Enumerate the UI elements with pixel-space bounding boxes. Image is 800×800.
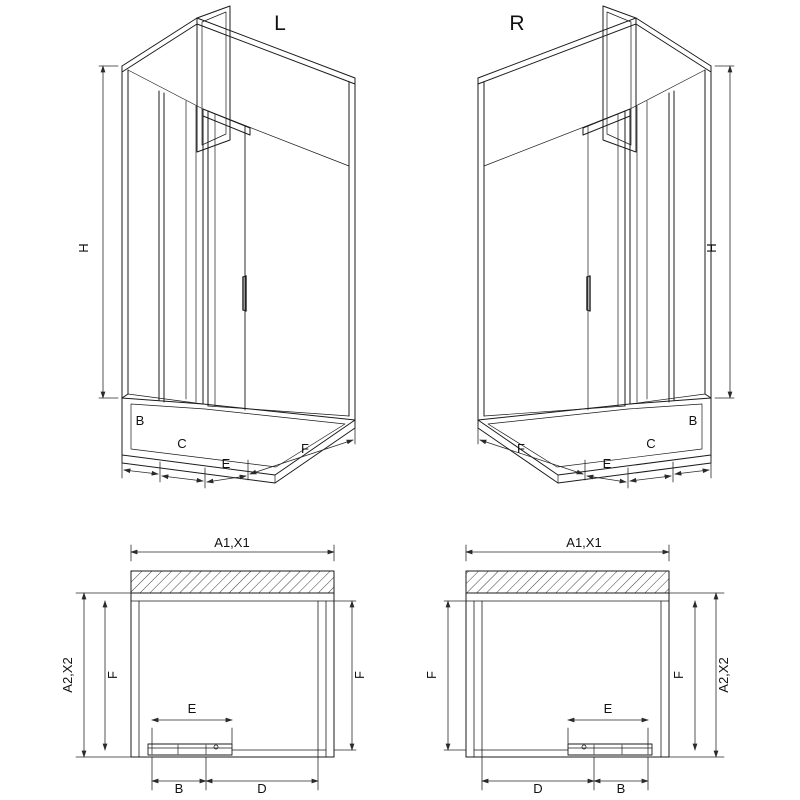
plan-right-top-label: A1,X1	[566, 535, 602, 550]
title-left: L	[274, 12, 286, 35]
iso-left-view	[122, 6, 355, 483]
iso-right-label-c: C	[646, 436, 656, 451]
iso-right-view	[478, 6, 711, 483]
plan-right-label-f-right: F	[671, 671, 686, 679]
plan-left-top-label: A1,X1	[214, 535, 250, 550]
plan-left-label-d: D	[257, 781, 267, 796]
iso-left-label-c: C	[177, 436, 187, 451]
plan-left-label-f-right: F	[352, 671, 367, 679]
plan-left-label-e: E	[187, 701, 197, 716]
iso-right-label-e: E	[602, 456, 612, 471]
iso-left-label-e: E	[221, 456, 231, 471]
title-right: R	[509, 12, 525, 35]
plan-right-label-e: E	[603, 701, 613, 716]
iso-right-height-label: H	[704, 243, 719, 253]
plan-right-label-b: B	[616, 781, 626, 796]
plan-right-label-f-left: F	[424, 671, 439, 679]
plan-right-side-label: A2,X2	[716, 657, 731, 693]
plan-right-view	[466, 571, 669, 757]
plan-left-side-label: A2,X2	[60, 657, 75, 693]
iso-left-label-b: B	[135, 413, 145, 428]
iso-right-label-b: B	[688, 413, 698, 428]
iso-left-label-f: F	[301, 441, 309, 456]
plan-left-label-f-left: F	[105, 671, 120, 679]
iso-right-label-f: F	[517, 441, 525, 456]
plan-left-label-b: B	[174, 781, 184, 796]
iso-left-height-label: H	[76, 243, 91, 253]
plan-right-label-d: D	[533, 781, 543, 796]
plan-left-view	[131, 571, 334, 757]
